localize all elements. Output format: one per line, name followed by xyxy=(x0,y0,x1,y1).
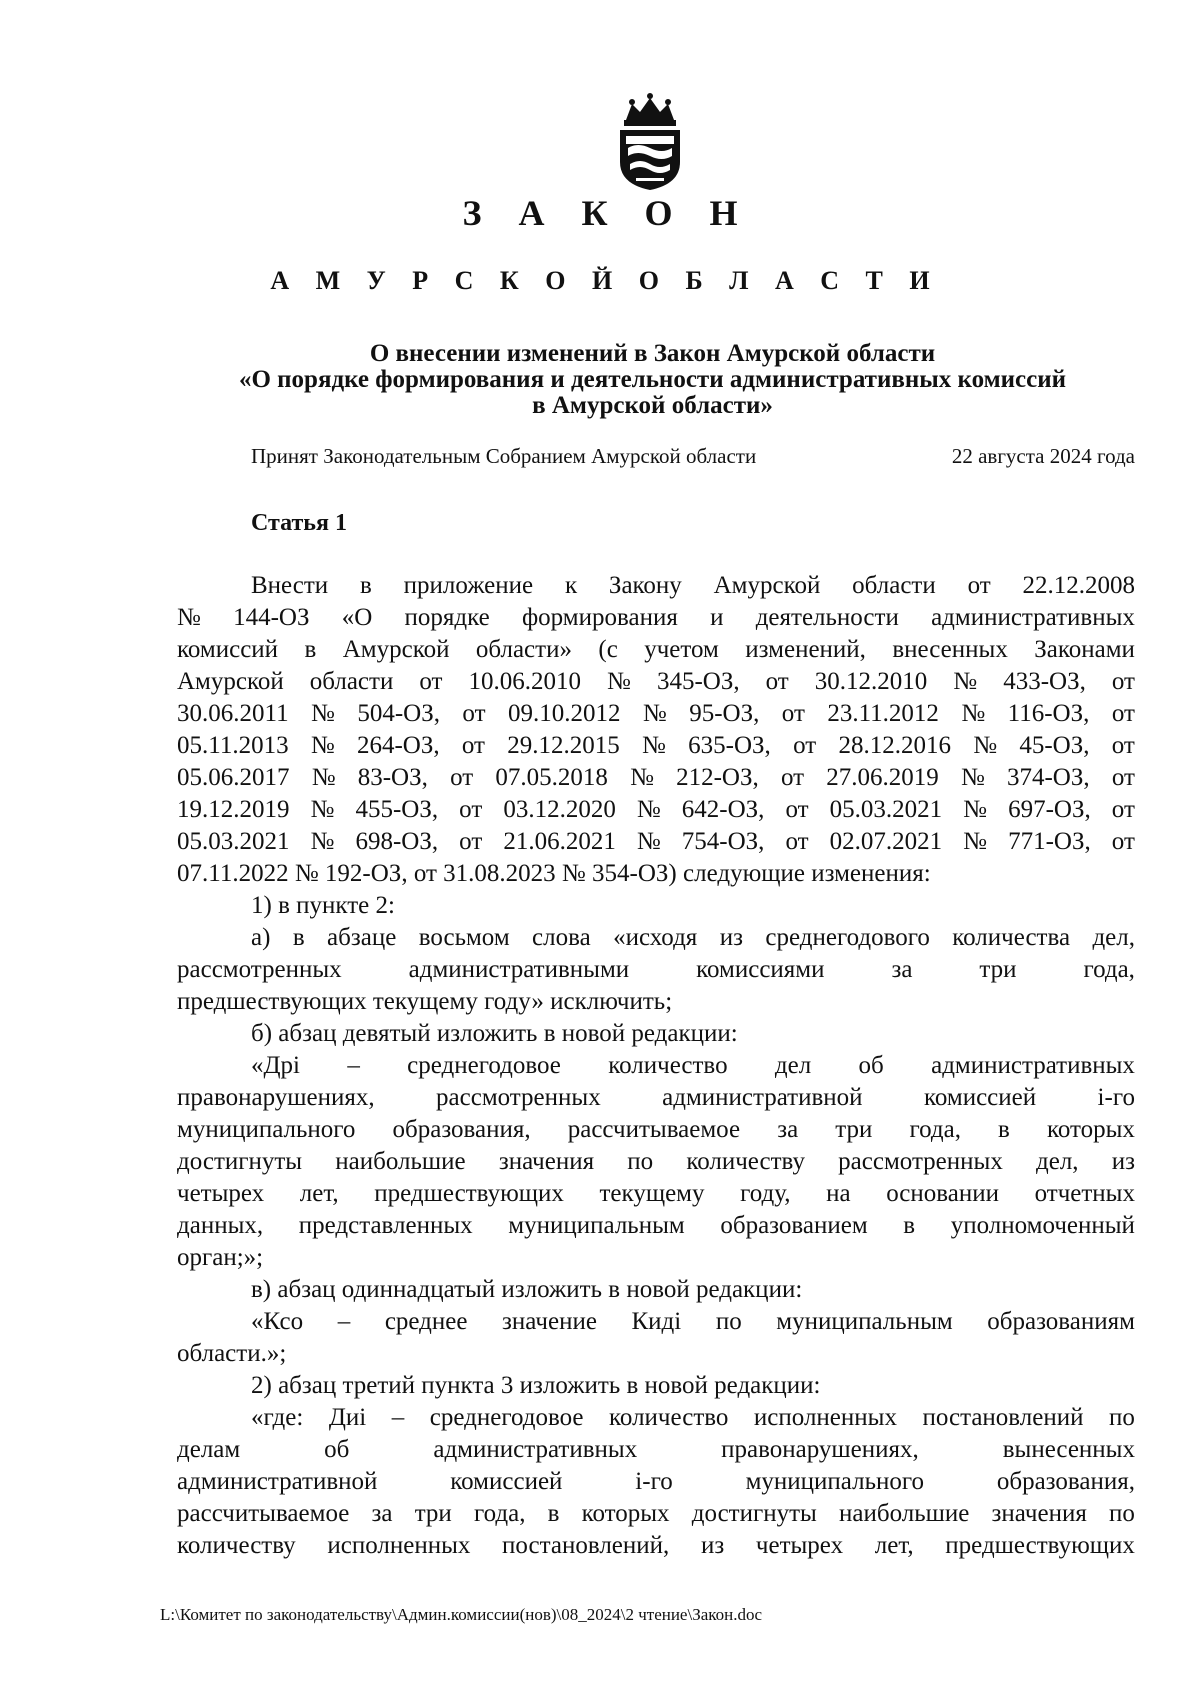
body-word: административных xyxy=(931,604,1135,631)
law-heading-line: в Амурской области» xyxy=(532,392,773,419)
body-word: правонарушениях, xyxy=(721,1436,919,1463)
body-word: 635-ОЗ, xyxy=(688,732,771,759)
body-word: на xyxy=(826,1180,851,1207)
body-word: четырех xyxy=(755,1532,844,1559)
body-line xyxy=(177,1050,1135,1082)
body-word: «исходя xyxy=(613,924,698,951)
body-line-text: 1) в пункте 2: xyxy=(251,892,395,919)
body-line xyxy=(177,858,1135,890)
body-word: от xyxy=(459,828,483,855)
file-path-footer: L:\Комитет по законодательству\Админ.комиссии(нов)\08_2024\2 чтение\Закон.doc xyxy=(160,1605,763,1624)
body-line xyxy=(177,1498,1135,1530)
body-word: деятельности xyxy=(755,604,899,631)
body-word: № xyxy=(630,764,654,791)
body-word: из xyxy=(1111,1148,1135,1175)
body-word: комиссией xyxy=(923,1084,1037,1111)
body-word: в xyxy=(903,1212,916,1239)
article-body xyxy=(177,570,1135,1562)
body-word: 433-ОЗ, xyxy=(1003,668,1086,695)
body-line xyxy=(177,698,1135,730)
body-word: № xyxy=(636,828,661,855)
body-word: 116-ОЗ, xyxy=(1007,700,1090,727)
body-word: от xyxy=(781,700,805,727)
body-word: Законами xyxy=(1034,636,1135,663)
adoption-text: Принят Законодательным Собранием Амурской области xyxy=(251,444,757,468)
body-line xyxy=(177,762,1135,794)
body-word: «Ксо xyxy=(251,1308,304,1335)
body-word: 23.11.2012 xyxy=(827,700,939,727)
body-word: от xyxy=(459,796,483,823)
body-word: которых xyxy=(581,1500,670,1527)
body-word: в xyxy=(998,1116,1010,1143)
body-word: наибольшие xyxy=(839,1500,970,1527)
body-word: основании xyxy=(886,1180,999,1207)
body-word: в xyxy=(304,636,317,663)
body-word: комиссий xyxy=(177,636,279,663)
body-word: от xyxy=(462,700,486,727)
body-line-text: 07.11.2022 № 192-ОЗ, от 31.08.2023 № 354-ОЗ) следующие изменения: xyxy=(177,860,931,887)
body-word: «Дpi xyxy=(251,1052,300,1079)
body-word: году, xyxy=(740,1180,791,1207)
body-word: 504-ОЗ, xyxy=(357,700,440,727)
body-word: 27.06.2019 xyxy=(826,764,939,791)
body-line-text: орган;»; xyxy=(177,1244,264,1271)
body-line xyxy=(177,794,1135,826)
body-word: – xyxy=(391,1404,405,1431)
body-word: 212-ОЗ, xyxy=(676,764,759,791)
body-word: области» xyxy=(475,636,572,663)
body-word: № xyxy=(310,796,335,823)
body-word: рассчитываемое xyxy=(177,1500,350,1527)
body-word: 345-ОЗ, xyxy=(656,668,740,695)
body-word: 09.10.2012 xyxy=(507,700,621,727)
body-word: 455-ОЗ, xyxy=(355,796,439,823)
body-word: года, xyxy=(909,1116,961,1143)
body-word: области xyxy=(309,668,394,695)
body-word: Амурской xyxy=(177,668,284,695)
body-word: в xyxy=(547,1500,560,1527)
body-word: среднегодовое xyxy=(429,1404,584,1431)
body-word: лет, xyxy=(299,1180,339,1207)
body-word: «О xyxy=(341,604,373,631)
body-line-text: предшествующих текущему году» исключить; xyxy=(177,988,673,1015)
amur-oblast-coat-of-arms-icon xyxy=(612,92,688,192)
adoption-date: 22 августа 2024 года xyxy=(951,444,1135,468)
body-word: представленных xyxy=(298,1212,473,1239)
body-word: от xyxy=(1111,828,1135,855)
body-word: восьмом xyxy=(418,924,510,951)
body-word: и xyxy=(710,604,724,631)
body-word: от xyxy=(461,732,485,759)
law-heading-line: О внесении изменений в Закон Амурской области xyxy=(369,340,936,367)
body-word: от xyxy=(793,732,817,759)
body-word: 03.12.2020 xyxy=(503,796,616,823)
body-word: Амурской xyxy=(713,572,821,599)
body-word: 07.05.2018 xyxy=(495,764,608,791)
body-word: приложение xyxy=(403,572,534,599)
body-word: «где: xyxy=(251,1404,304,1431)
body-line xyxy=(177,602,1135,634)
body-word: от xyxy=(450,764,474,791)
body-word: № xyxy=(642,732,666,759)
body-word: количества xyxy=(952,924,1071,951)
body-line xyxy=(177,1018,1135,1050)
body-word: дел xyxy=(774,1052,812,1079)
body-word: делам xyxy=(177,1436,241,1463)
region-subtitle: А М У Р С К О Й О Б Л А С Т И xyxy=(270,266,940,295)
body-word: 10.06.2010 xyxy=(468,668,582,695)
body-word: к xyxy=(564,572,578,599)
body-word: 698-ОЗ, xyxy=(355,828,439,855)
body-word: 21.06.2021 xyxy=(503,828,616,855)
body-word: три xyxy=(414,1500,452,1527)
body-line xyxy=(177,1146,1135,1178)
body-word: от xyxy=(1111,700,1135,727)
body-line xyxy=(177,1306,1135,1338)
body-word: из xyxy=(700,1532,725,1559)
body-word: наибольшие xyxy=(335,1148,466,1175)
body-word: административной xyxy=(177,1468,378,1495)
body-word: комиссией xyxy=(450,1468,563,1495)
body-word: административных xyxy=(931,1052,1135,1079)
body-word: постановлений xyxy=(922,1404,1084,1431)
body-word: значение xyxy=(502,1308,597,1335)
body-word: предшествующих xyxy=(374,1180,564,1207)
body-word: достигнуты xyxy=(691,1500,817,1527)
body-word: 30.12.2010 xyxy=(814,668,928,695)
body-line xyxy=(177,1370,1135,1402)
body-word: достигнуты xyxy=(177,1148,303,1175)
body-word: 29.12.2015 xyxy=(507,732,620,759)
body-word: 264-ОЗ, xyxy=(356,732,440,759)
document-type-title: З А К О Н xyxy=(462,193,752,233)
body-word: вынесенных xyxy=(1002,1436,1135,1463)
body-word: 144-ОЗ xyxy=(233,604,310,631)
body-word: № xyxy=(636,796,661,823)
body-word: отчетных xyxy=(1034,1180,1135,1207)
body-word: по xyxy=(1109,1500,1135,1527)
body-word: значения xyxy=(498,1148,595,1175)
body-word: об xyxy=(324,1436,350,1463)
body-word: порядке xyxy=(404,604,490,631)
body-line xyxy=(177,1242,1135,1274)
body-word: Закону xyxy=(608,572,682,599)
body-word: дел, xyxy=(1092,924,1135,951)
body-line xyxy=(177,1210,1135,1242)
body-word: внесенных xyxy=(892,636,1008,663)
body-word: № xyxy=(642,700,667,727)
body-word: административными xyxy=(408,956,630,983)
body-word: области xyxy=(852,572,936,599)
body-word: № xyxy=(963,828,988,855)
body-word: количество xyxy=(608,1052,728,1079)
body-word: рассчитываемое xyxy=(567,1116,741,1143)
body-word: формирования xyxy=(521,604,678,631)
body-word: абзаце xyxy=(327,924,397,951)
adoption-line xyxy=(251,443,1135,469)
body-word: от xyxy=(780,764,805,791)
body-word: № xyxy=(177,604,201,631)
body-word: по xyxy=(1109,1404,1135,1431)
body-word: образования, xyxy=(392,1116,531,1143)
body-word: 95-ОЗ, xyxy=(689,700,760,727)
body-word: от xyxy=(785,796,809,823)
body-word: рассмотренных xyxy=(436,1084,601,1111)
body-word: № xyxy=(963,796,988,823)
body-word: 05.11.2013 xyxy=(177,732,289,759)
body-word: исполненных xyxy=(753,1404,897,1431)
body-word: среднегодовое xyxy=(407,1052,561,1079)
body-line xyxy=(177,730,1135,762)
body-line-text: области.»; xyxy=(177,1340,287,1367)
body-line xyxy=(177,1114,1135,1146)
body-word: от xyxy=(967,572,991,599)
body-word: i-го xyxy=(635,1468,673,1495)
body-line xyxy=(177,1402,1135,1434)
law-heading xyxy=(170,341,1135,419)
body-word: года, xyxy=(1083,956,1135,983)
body-word: муниципальным xyxy=(508,1212,685,1239)
body-word: 771-ОЗ, xyxy=(1008,828,1091,855)
body-word: об xyxy=(858,1052,884,1079)
body-word: (с xyxy=(598,636,618,663)
body-word: исполненных xyxy=(327,1532,471,1559)
body-word: муниципального xyxy=(745,1468,924,1495)
body-line xyxy=(177,890,1135,922)
body-word: значения xyxy=(991,1500,1087,1527)
body-word: Внести xyxy=(251,572,329,599)
body-line xyxy=(177,826,1135,858)
body-word: от xyxy=(1111,668,1135,695)
body-line xyxy=(177,1082,1135,1114)
body-word: № xyxy=(607,668,631,695)
body-word: – xyxy=(337,1308,351,1335)
body-word: слова xyxy=(532,924,591,951)
body-word: 374-ОЗ, xyxy=(1006,764,1090,791)
body-word: № xyxy=(953,668,978,695)
body-word: предшествующих xyxy=(945,1532,1135,1559)
body-word: рассмотренных xyxy=(838,1148,1003,1175)
body-word: года, xyxy=(473,1500,526,1527)
body-word: 19.12.2019 xyxy=(177,796,290,823)
body-word: 05.06.2017 xyxy=(177,764,290,791)
body-word: по xyxy=(715,1308,742,1335)
body-line-text: в) абзац одиннадцатый изложить в новой редакции: xyxy=(251,1276,803,1303)
body-word: за xyxy=(891,956,913,983)
body-word: от xyxy=(1111,796,1135,823)
body-word: Амурской xyxy=(342,636,450,663)
body-word: i-го xyxy=(1097,1084,1135,1111)
body-word: четырех xyxy=(177,1180,265,1207)
body-word: административных xyxy=(433,1436,638,1463)
body-word: в xyxy=(292,924,305,951)
body-word: три xyxy=(835,1116,873,1143)
body-line xyxy=(177,954,1135,986)
body-line-text: б) абзац девятый изложить в новой редакции: xyxy=(251,1020,738,1047)
body-word: по xyxy=(627,1148,654,1175)
body-line xyxy=(177,1434,1135,1466)
body-word: от xyxy=(1111,764,1135,791)
body-word: комиссиями xyxy=(696,956,825,983)
body-line-text: 2) абзац третий пункта 3 изложить в новой редакции: xyxy=(251,1372,821,1399)
body-word: 642-ОЗ, xyxy=(681,796,765,823)
body-word: изменений, xyxy=(745,636,866,663)
body-word: 30.06.2011 xyxy=(177,700,289,727)
body-word: № xyxy=(310,732,335,759)
body-word: 02.07.2021 xyxy=(829,828,943,855)
body-line xyxy=(177,570,1135,602)
body-word: уполномоченный xyxy=(950,1212,1135,1239)
body-word: из xyxy=(719,924,743,951)
body-word: 697-ОЗ, xyxy=(1008,796,1091,823)
body-word: за xyxy=(371,1500,393,1527)
body-word: 22.12.2008 xyxy=(1022,572,1135,599)
body-word: 83-ОЗ, xyxy=(357,764,428,791)
body-word: от xyxy=(765,668,789,695)
body-word: за xyxy=(777,1116,799,1143)
body-line xyxy=(177,1178,1135,1210)
body-word: 05.03.2021 xyxy=(177,828,290,855)
body-line xyxy=(177,1530,1135,1562)
law-heading-line: «О порядке формирования и деятельности административных комиссий xyxy=(238,366,1067,393)
body-word: образованием xyxy=(720,1212,868,1239)
body-line xyxy=(177,1338,1135,1370)
article-title: Статья 1 xyxy=(251,510,347,536)
body-word: Кидi xyxy=(631,1308,682,1335)
body-word: которых xyxy=(1046,1116,1135,1143)
body-word: 45-ОЗ, xyxy=(1019,732,1090,759)
body-word: а) xyxy=(251,924,271,951)
body-word: рассмотренных xyxy=(177,956,342,983)
body-word: от xyxy=(1111,732,1135,759)
body-word: № xyxy=(310,828,335,855)
body-word: 28.12.2016 xyxy=(838,732,951,759)
body-word: № xyxy=(961,700,986,727)
body-word: среднегодового xyxy=(765,924,930,951)
body-word: № xyxy=(311,700,335,727)
body-word: муниципальным xyxy=(776,1308,953,1335)
body-word: № xyxy=(973,732,998,759)
body-word: данных, xyxy=(177,1212,264,1239)
body-word: лет, xyxy=(874,1532,914,1559)
body-word: Диi xyxy=(328,1404,367,1431)
body-word: – xyxy=(347,1052,360,1079)
body-word: от xyxy=(419,668,443,695)
body-line xyxy=(177,922,1135,954)
body-word: текущему xyxy=(599,1180,705,1207)
body-line xyxy=(177,666,1135,698)
body-line xyxy=(177,1274,1135,1306)
body-line xyxy=(177,986,1135,1018)
body-line xyxy=(177,1466,1135,1498)
body-word: 754-ОЗ, xyxy=(681,828,765,855)
body-word: количеству xyxy=(177,1532,296,1559)
body-word: среднее xyxy=(384,1308,468,1335)
body-word: от xyxy=(785,828,809,855)
body-word: количеству xyxy=(686,1148,805,1175)
body-word: правонарушениях, xyxy=(177,1084,375,1111)
body-line xyxy=(177,634,1135,666)
body-word: муниципального xyxy=(177,1116,356,1143)
body-word: учетом xyxy=(644,636,719,663)
body-word: образования, xyxy=(996,1468,1135,1495)
body-word: 05.03.2021 xyxy=(829,796,943,823)
body-word: образованиям xyxy=(987,1308,1135,1335)
body-word: административной xyxy=(662,1084,863,1111)
body-word: дел, xyxy=(1036,1148,1079,1175)
body-word: № xyxy=(311,764,336,791)
body-word: количество xyxy=(609,1404,729,1431)
body-word: постановлений, xyxy=(502,1532,670,1559)
body-word: три xyxy=(979,956,1017,983)
body-word: в xyxy=(360,572,372,599)
body-word: № xyxy=(960,764,985,791)
